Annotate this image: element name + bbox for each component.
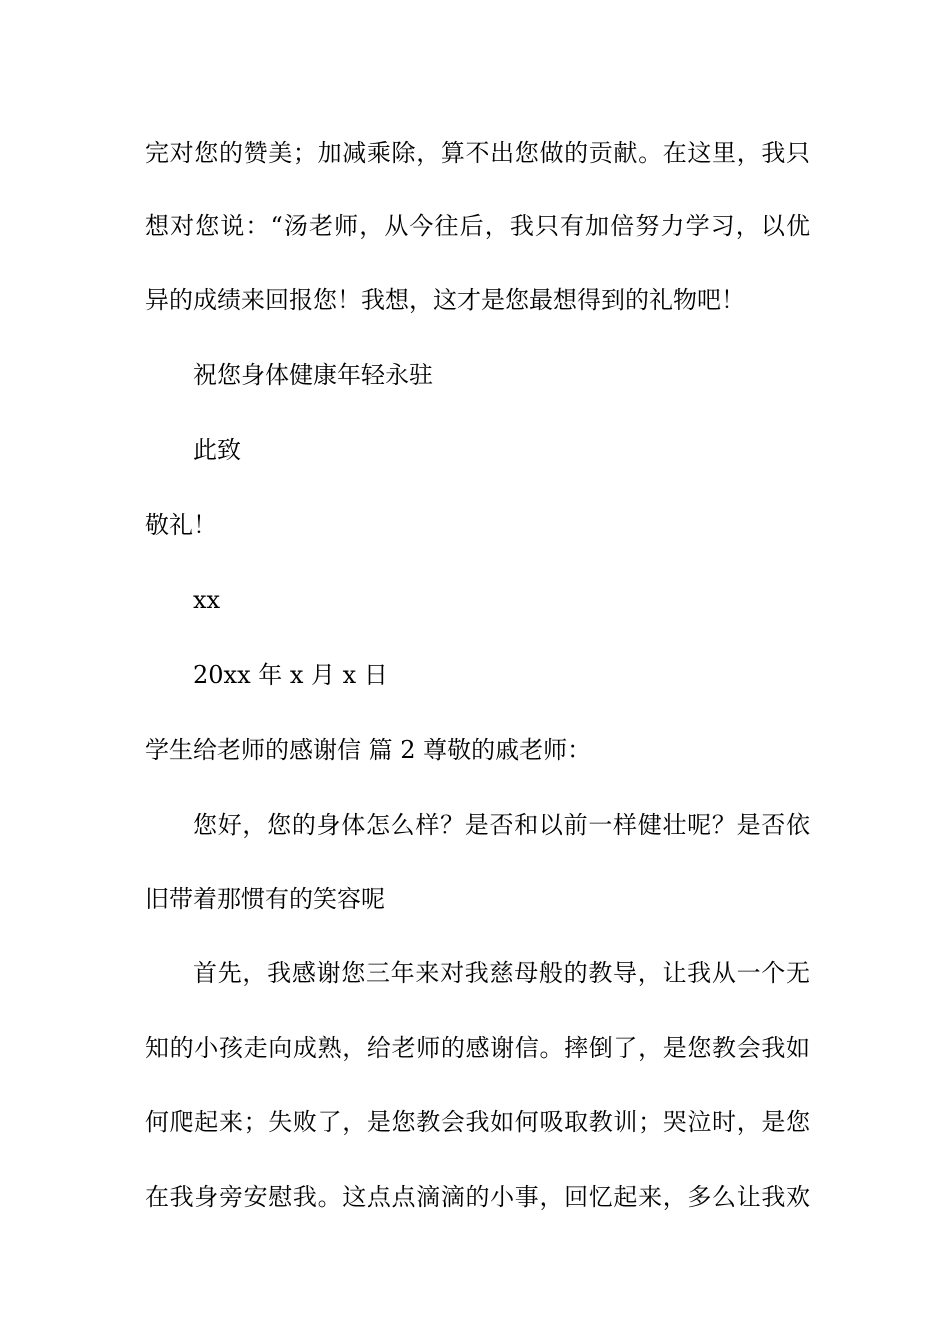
body-text-line: 您好，您的身体怎么样？是否和以前一样健壮呢？是否依 <box>193 811 810 839</box>
body-text-line: 想对您说：“汤老师，从今往后，我只有加倍努力学习，以优 <box>145 212 810 240</box>
body-text-line: 异的成绩来回报您！我想，这才是您最想得到的礼物吧！ <box>145 286 745 314</box>
closing-regards: 敬礼！ <box>145 511 217 539</box>
body-text-line: 旧带着那惯有的笑容呢 <box>145 885 385 913</box>
section-heading: 学生给老师的感谢信 篇 2 尊敬的戚老师： <box>145 736 592 764</box>
body-text-line: 首先，我感谢您三年来对我慈母般的教导，让我从一个无 <box>193 959 810 987</box>
signature-name: xx <box>193 586 221 614</box>
closing-wish: 祝您身体健康年轻永驻 <box>193 361 433 389</box>
body-text-line: 何爬起来；失败了，是您教会我如何吸取教训；哭泣时，是您 <box>145 1108 810 1136</box>
body-text-line: 完对您的赞美；加减乘除，算不出您做的贡献。在这里，我只 <box>145 139 810 167</box>
body-text-line: 在我身旁安慰我。这点点滴滴的小事，回忆起来，多么让我欢 <box>145 1183 810 1211</box>
signature-date: 20xx 年 x 月 x 日 <box>193 661 388 689</box>
closing-salutation: 此致 <box>193 436 241 464</box>
body-text-line: 知的小孩走向成熟，给老师的感谢信。摔倒了，是您教会我如 <box>145 1034 810 1062</box>
